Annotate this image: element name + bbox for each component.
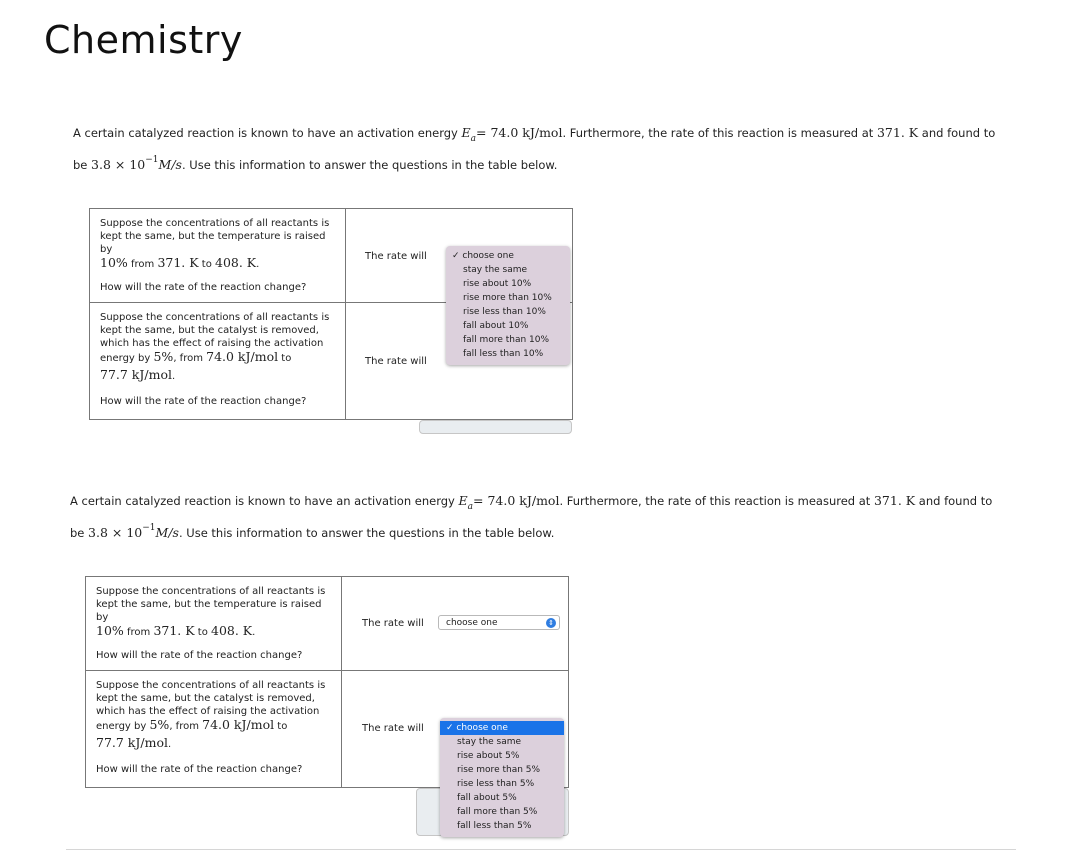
question-text: kept the same, but the catalyst is removed, (96, 693, 315, 704)
percent-value: 5% (149, 717, 170, 732)
dropdown-option[interactable]: fall less than 10% (463, 349, 544, 359)
page-title: Chemistry (44, 18, 243, 62)
rate-will-label: The rate will (362, 618, 424, 629)
dropdown-option[interactable]: rise about 5% (457, 751, 520, 761)
question-text: to (278, 353, 292, 364)
ea-value: = 74.0 kJ/mol (473, 493, 560, 508)
question-cell-catalyst (90, 303, 346, 419)
dropdown-option[interactable]: rise less than 5% (457, 779, 535, 789)
percent-value: 10% (96, 623, 124, 638)
question-cell-temperature (86, 577, 342, 670)
energy-value: 74.0 kJ/mol (202, 717, 275, 732)
question-text: to (194, 627, 211, 638)
rate-value: 3.8 × 10 (88, 525, 143, 540)
question-text: . (256, 259, 260, 270)
rate-will-label: The rate will (365, 356, 427, 367)
dropdown-option[interactable]: fall more than 10% (463, 335, 550, 345)
rate-exponent: −1 (142, 523, 156, 533)
intro-text: A certain catalyzed reaction is known to have an activation energy (73, 126, 462, 140)
question-text: energy by (96, 721, 150, 732)
dropdown-option[interactable]: ✓ choose one (452, 251, 514, 261)
rate-will-label: The rate will (362, 723, 424, 734)
dropdown-option[interactable]: rise less than 10% (463, 307, 546, 317)
problem1-intro (73, 118, 1033, 182)
ea-subscript: a (467, 502, 474, 512)
rate-unit: M/s (158, 157, 182, 172)
answer-dropdown-menu[interactable] (440, 718, 564, 837)
dropdown-option[interactable]: fall more than 5% (457, 807, 538, 817)
percent-value: 10% (100, 255, 128, 270)
question-text: Suppose the concentrations of all reactants is (96, 680, 326, 691)
question-prompt: How will the rate of the reaction change? (96, 650, 303, 661)
ea-symbol: E (458, 493, 468, 508)
temperature-value: 371. K (873, 493, 916, 508)
intro-text: be (70, 526, 89, 540)
ea-subscript: a (470, 134, 477, 144)
dropdown-option[interactable]: fall about 10% (463, 321, 529, 331)
ea-value: = 74.0 kJ/mol (476, 125, 563, 140)
question-text: from (127, 259, 158, 270)
question-text: kept the same, but the catalyst is removed, (100, 325, 319, 336)
dropdown-option[interactable]: fall less than 5% (457, 821, 532, 831)
intro-text: . Furthermore, the rate of this reaction is measured at (559, 494, 874, 508)
question-text: to (198, 259, 215, 270)
problem2-intro (70, 486, 1030, 550)
rate-value: 3.8 × 10 (91, 157, 146, 172)
rate-unit: M/s (155, 525, 179, 540)
question-prompt: How will the rate of the reaction change? (100, 282, 307, 293)
dropdown-option[interactable]: rise about 10% (463, 279, 532, 289)
question-text: kept the same, but the temperature is raised by (96, 599, 322, 623)
dropdown-option[interactable]: rise more than 5% (457, 765, 541, 775)
temperature-value: 371. K (153, 623, 195, 638)
dropdown-option[interactable]: ✓ choose one (440, 721, 564, 735)
dropdown-option[interactable]: stay the same (457, 737, 522, 747)
intro-text: . Furthermore, the rate of this reaction is measured at (562, 126, 877, 140)
dropdown-option[interactable]: fall about 5% (457, 793, 517, 803)
temperature-value: 408. K (215, 255, 257, 270)
question-text: Suppose the concentrations of all reactants is (96, 586, 326, 597)
ea-symbol: E (461, 125, 471, 140)
rate-will-label: The rate will (365, 251, 427, 262)
temperature-value: 408. K (211, 623, 253, 638)
question-text: Suppose the concentrations of all reactants is (100, 312, 330, 323)
chevron-updown-icon: ⇕ (546, 618, 556, 628)
intro-text: and found to (918, 126, 996, 140)
intro-text: and found to (915, 494, 993, 508)
intro-text: . Use this information to answer the questions in the table below. (181, 158, 558, 172)
question-prompt: How will the rate of the reaction change? (100, 396, 307, 407)
intro-text: . Use this information to answer the questions in the table below. (178, 526, 555, 540)
energy-value: 74.0 kJ/mol (206, 349, 279, 364)
temperature-value: 371. K (157, 255, 199, 270)
question-text: . (252, 627, 256, 638)
percent-value: 5% (153, 349, 174, 364)
question-text: which has the effect of raising the activation (96, 706, 320, 717)
dropdown-option[interactable]: stay the same (463, 265, 528, 275)
question-text: . (167, 739, 172, 750)
question-cell-catalyst (86, 671, 342, 787)
energy-value: 77.7 kJ/mol (96, 735, 168, 750)
question-text: Suppose the concentrations of all reactants is (100, 218, 330, 229)
energy-value: 77.7 kJ/mol (100, 367, 172, 382)
question-cell-temperature (90, 209, 346, 302)
question-text: to (274, 721, 288, 732)
divider (66, 849, 1016, 850)
question-text: , from (169, 721, 203, 732)
question-text: from (123, 627, 154, 638)
answer-dropdown-menu[interactable] (446, 246, 570, 365)
answer-select[interactable] (438, 615, 560, 630)
dropdown-option[interactable]: rise more than 10% (463, 293, 552, 303)
answer-select[interactable] (419, 420, 572, 434)
rate-exponent: −1 (145, 155, 159, 165)
question-text: , from (173, 353, 207, 364)
intro-text: be (73, 158, 92, 172)
question-text: which has the effect of raising the activation (100, 338, 324, 349)
temperature-value: 371. K (876, 125, 919, 140)
question-prompt: How will the rate of the reaction change? (96, 764, 303, 775)
question-text: . (171, 371, 176, 382)
select-value: choose one (446, 618, 498, 628)
question-text: energy by (100, 353, 154, 364)
question-text: kept the same, but the temperature is raised by (100, 231, 326, 255)
intro-text: A certain catalyzed reaction is known to have an activation energy (70, 494, 459, 508)
